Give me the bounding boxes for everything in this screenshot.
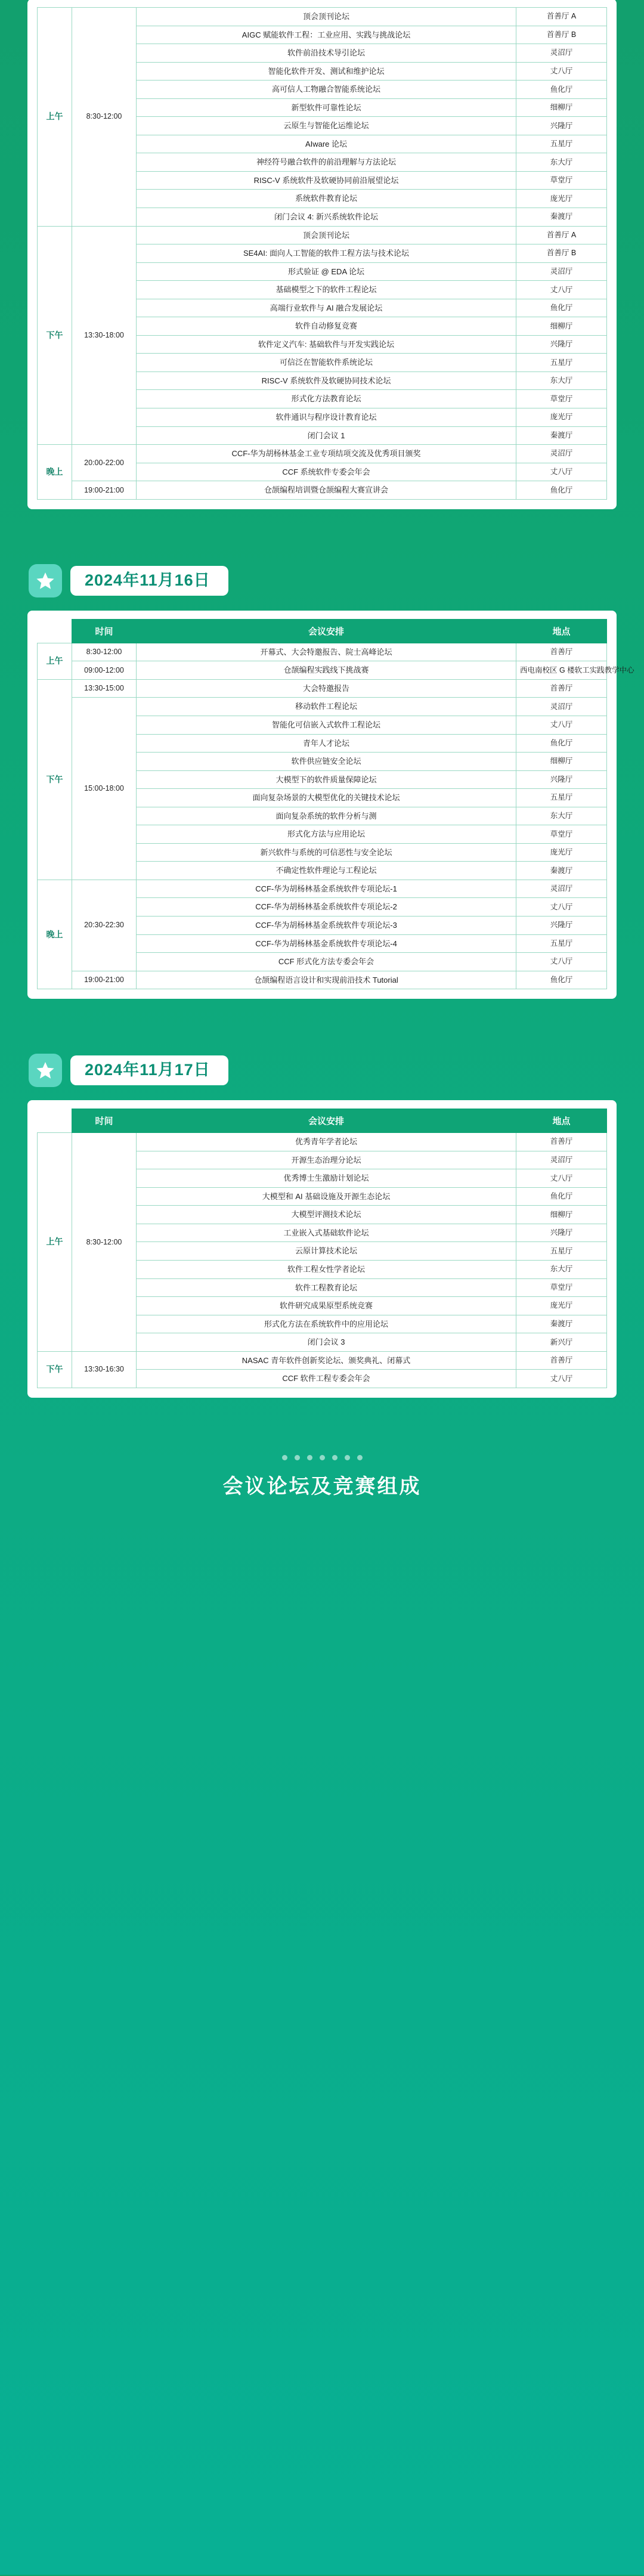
event-cell: CCF-华为胡杨林基金系统软件专项论坛-3	[137, 916, 516, 934]
venue-cell: 鱼化厅	[516, 734, 607, 753]
event-cell: 优秀青年学者论坛	[137, 1133, 516, 1151]
period-cell: 下午	[38, 1351, 72, 1388]
event-cell: 新型软件可靠性论坛	[137, 98, 516, 117]
event-cell: 软件通识与程序设计教育论坛	[137, 408, 516, 427]
venue-cell: 首善厅	[516, 643, 607, 661]
table-row	[38, 643, 607, 661]
venue-cell: 五星厅	[516, 135, 607, 153]
venue-cell: 首善厅 B	[516, 26, 607, 44]
venue-cell: 秦渡厅	[516, 862, 607, 880]
schedule-card-day17	[27, 1100, 617, 1398]
col-header-time: 时间	[72, 619, 137, 643]
event-cell: 面向复杂场景的大模型优化的关键技术论坛	[137, 789, 516, 807]
event-cell: 闭门会议 4: 新兴系统软件论坛	[137, 208, 516, 227]
venue-cell: 东大厅	[516, 1260, 607, 1278]
time-cell: 20:00-22:00	[72, 445, 137, 481]
venue-cell: 草堂厅	[516, 390, 607, 408]
event-cell: 工业嵌入式基础软件论坛	[137, 1224, 516, 1242]
venue-cell: 首善厅	[516, 1351, 607, 1370]
event-cell: 云原计算技术论坛	[137, 1242, 516, 1261]
event-cell: 开幕式、大会特邀报告、院士高峰论坛	[137, 643, 516, 661]
event-cell: 闭门会议 3	[137, 1333, 516, 1352]
event-cell: 软件前沿技术导引论坛	[137, 44, 516, 63]
venue-cell: 秦渡厅	[516, 426, 607, 445]
table-row	[38, 1351, 607, 1370]
table-row	[38, 698, 607, 716]
table-row	[38, 880, 607, 898]
event-cell: CCF-华为胡杨林基金系统软件专项论坛-4	[137, 934, 516, 953]
venue-cell: 鱼化厅	[516, 971, 607, 989]
event-cell: RISC-V 系统软件及软硬协同前沿展望论坛	[137, 171, 516, 190]
event-cell: CCF 形式化方法专委会年会	[137, 953, 516, 971]
table-row	[38, 481, 607, 500]
venue-cell: 兴隆厅	[516, 916, 607, 934]
venue-cell: 灵沼厅	[516, 262, 607, 281]
event-cell: 系统软件教育论坛	[137, 190, 516, 208]
event-cell: 新兴软件与系统的可信恶性与安全论坛	[137, 843, 516, 862]
venue-cell: 丈八厅	[516, 898, 607, 917]
time-cell: 13:30-15:00	[72, 679, 137, 698]
footer-title: 会议论坛及竞赛组成	[222, 1475, 422, 1498]
schedule-card-day15	[27, 0, 617, 509]
day-header-17	[29, 1054, 644, 1087]
event-cell: CCF-华为胡杨林基金系统软件专项论坛-2	[137, 898, 516, 917]
event-cell: 基础模型之下的软件工程论坛	[137, 281, 516, 299]
schedule-table-day15	[37, 7, 607, 500]
event-cell: CCF 软件工程专委会年会	[137, 1370, 516, 1388]
event-cell: SE4AI: 面向人工智能的软件工程方法与技术论坛	[137, 244, 516, 263]
time-cell: 8:30-12:00	[72, 643, 137, 661]
event-cell: 大模型评测技术论坛	[137, 1206, 516, 1224]
event-cell: 神经符号融合软件的前沿理解与方法论坛	[137, 153, 516, 172]
venue-cell: 兴隆厅	[516, 770, 607, 789]
venue-cell: 庞光厅	[516, 843, 607, 862]
venue-cell: 丈八厅	[516, 281, 607, 299]
event-cell: 高可信人工物融合智能系统论坛	[137, 80, 516, 99]
venue-cell: 灵沼厅	[516, 44, 607, 63]
venue-cell: 灵沼厅	[516, 880, 607, 898]
event-cell: 形式验证 @ EDA 论坛	[137, 262, 516, 281]
table-row	[38, 445, 607, 463]
table-row	[38, 8, 607, 26]
event-cell: 形式化方法教育论坛	[137, 390, 516, 408]
time-cell: 19:00-21:00	[72, 481, 137, 500]
period-cell: 晚上	[38, 445, 72, 500]
col-header-event: 会议安排	[137, 1109, 516, 1133]
event-cell: 软件自动修复竞赛	[137, 317, 516, 336]
period-cell: 上午	[38, 8, 72, 227]
table-row	[38, 1133, 607, 1151]
venue-cell: 鱼化厅	[516, 481, 607, 500]
venue-cell: 兴隆厅	[516, 117, 607, 135]
venue-cell: 庞光厅	[516, 190, 607, 208]
event-cell: 高端行业软件与 AI 融合发展论坛	[137, 299, 516, 317]
venue-cell: 细柳厅	[516, 753, 607, 771]
venue-cell: 庞光厅	[516, 1297, 607, 1315]
period-cell: 上午	[38, 1133, 72, 1352]
day-header-16	[29, 564, 644, 597]
event-cell: 大会特邀报告	[137, 679, 516, 698]
event-cell: 可信泛在智能软件系统论坛	[137, 354, 516, 372]
event-cell: AIware 论坛	[137, 135, 516, 153]
venue-cell: 灵沼厅	[516, 445, 607, 463]
table-row	[38, 226, 607, 244]
time-cell: 13:30-18:00	[72, 226, 137, 445]
event-cell: 软件工程女性学者论坛	[137, 1260, 516, 1278]
event-cell: 开源生态治理分论坛	[137, 1151, 516, 1169]
event-cell: 顶会顶刊论坛	[137, 226, 516, 244]
time-cell: 13:30-16:30	[72, 1351, 137, 1388]
event-cell: CCF-华为胡杨林基金系统软件专项论坛-1	[137, 880, 516, 898]
event-cell: 软件供应链安全论坛	[137, 753, 516, 771]
venue-cell: 草堂厅	[516, 171, 607, 190]
time-cell: 8:30-12:00	[72, 1133, 137, 1352]
venue-cell: 庞光厅	[516, 408, 607, 427]
venue-cell: 灵沼厅	[516, 698, 607, 716]
event-cell: 顶会顶刊论坛	[137, 8, 516, 26]
col-header-time: 时间	[72, 1109, 137, 1133]
time-cell: 8:30-12:00	[72, 8, 137, 227]
period-cell: 晚上	[38, 880, 72, 989]
event-cell: 仓颉编程实践线下挑战赛	[137, 661, 516, 680]
day-title: 2024年11月17日	[70, 1055, 228, 1085]
time-cell: 15:00-18:00	[72, 698, 137, 880]
event-cell: AIGC 赋能软件工程：工业应用、实践与挑战论坛	[137, 26, 516, 44]
col-header-venue: 地点	[516, 619, 607, 643]
venue-cell: 首善厅 A	[516, 8, 607, 26]
table-header-row	[38, 1109, 607, 1133]
event-cell: CCF 系统软件专委会年会	[137, 463, 516, 481]
venue-cell: 鱼化厅	[516, 299, 607, 317]
event-cell: NASAC 青年软件创新奖论坛、颁奖典礼、闭幕式	[137, 1351, 516, 1370]
star-icon	[29, 1054, 62, 1087]
footer	[0, 1455, 644, 1527]
venue-cell: 五星厅	[516, 789, 607, 807]
venue-cell: 丈八厅	[516, 1169, 607, 1188]
event-cell: CCF-华为胡杨林基金工业专项结项交流及优秀项目颁奖	[137, 445, 516, 463]
time-cell: 20:30-22:30	[72, 880, 137, 971]
period-cell: 上午	[38, 643, 72, 679]
venue-cell: 丈八厅	[516, 953, 607, 971]
venue-cell: 首善厅	[516, 1133, 607, 1151]
event-cell: 形式化方法在系统软件中的应用论坛	[137, 1315, 516, 1333]
period-cell: 下午	[38, 226, 72, 445]
venue-cell: 首善厅 A	[516, 226, 607, 244]
period-cell: 下午	[38, 679, 72, 880]
venue-cell: 细柳厅	[516, 1206, 607, 1224]
event-cell: 不确定性软件理论与工程论坛	[137, 862, 516, 880]
event-cell: 大模型和 AI 基础设施及开源生态论坛	[137, 1187, 516, 1206]
venue-cell: 新兴厅	[516, 1333, 607, 1352]
col-header-event: 会议安排	[137, 619, 516, 643]
venue-cell: 丈八厅	[516, 716, 607, 734]
schedule-card-day16	[27, 611, 634, 999]
venue-cell: 五星厅	[516, 354, 607, 372]
schedule-table-day17	[37, 1109, 607, 1388]
col-header-blank	[38, 1109, 72, 1133]
venue-cell: 五星厅	[516, 934, 607, 953]
venue-cell: 细柳厅	[516, 98, 607, 117]
event-cell: 优秀博士生激励计划论坛	[137, 1169, 516, 1188]
venue-cell: 东大厅	[516, 153, 607, 172]
venue-cell: 鱼化厅	[516, 1187, 607, 1206]
venue-cell: 东大厅	[516, 371, 607, 390]
venue-cell: 丈八厅	[516, 1370, 607, 1388]
venue-cell: 丈八厅	[516, 463, 607, 481]
time-cell: 09:00-12:00	[72, 661, 137, 680]
event-cell: 闭门会议 1	[137, 426, 516, 445]
event-cell: 智能化软件开发、测试和维护论坛	[137, 62, 516, 80]
table-row	[38, 971, 607, 989]
event-cell: 软件定义汽车: 基础软件与开发实践论坛	[137, 335, 516, 354]
venue-cell: 兴隆厅	[516, 1224, 607, 1242]
time-cell: 19:00-21:00	[72, 971, 137, 989]
venue-cell: 草堂厅	[516, 1278, 607, 1297]
venue-cell: 秦渡厅	[516, 1315, 607, 1333]
event-cell: 仓颉编程语言设计和实现前沿技术 Tutorial	[137, 971, 516, 989]
col-header-venue: 地点	[516, 1109, 607, 1133]
schedule-table-day16	[37, 619, 634, 989]
decorative-dots	[0, 1455, 644, 1460]
event-cell: 仓颉编程培训暨仓颉编程大赛宣讲会	[137, 481, 516, 500]
venue-cell: 兴隆厅	[516, 335, 607, 354]
event-cell: RISC-V 系统软件及软硬协同技术论坛	[137, 371, 516, 390]
venue-cell: 草堂厅	[516, 825, 607, 844]
venue-cell: 细柳厅	[516, 317, 607, 336]
event-cell: 形式化方法与应用论坛	[137, 825, 516, 844]
event-cell: 软件研究成果原型系统竞赛	[137, 1297, 516, 1315]
day-title: 2024年11月16日	[70, 566, 228, 596]
event-cell: 青年人才论坛	[137, 734, 516, 753]
venue-cell: 东大厅	[516, 807, 607, 825]
venue-cell: 首善厅	[516, 679, 607, 698]
col-header-blank	[38, 619, 72, 643]
event-cell: 移动软件工程论坛	[137, 698, 516, 716]
venue-cell: 秦渡厅	[516, 208, 607, 227]
event-cell: 云原生与智能化运维论坛	[137, 117, 516, 135]
venue-cell: 五星厅	[516, 1242, 607, 1261]
table-row	[38, 661, 607, 680]
venue-cell: 首善厅 B	[516, 244, 607, 263]
star-icon	[29, 564, 62, 597]
table-header-row	[38, 619, 607, 643]
venue-cell: 鱼化厅	[516, 80, 607, 99]
event-cell: 大模型下的软件质量保障论坛	[137, 770, 516, 789]
event-cell: 智能化可信嵌入式软件工程论坛	[137, 716, 516, 734]
table-row	[38, 679, 607, 698]
venue-cell: 丈八厅	[516, 62, 607, 80]
event-cell: 面向复杂系统的软件分析与测	[137, 807, 516, 825]
event-cell: 软件工程教育论坛	[137, 1278, 516, 1297]
venue-cell: 灵沼厅	[516, 1151, 607, 1169]
venue-cell: 西电南校区 G 楼软工实践教学中心	[516, 661, 607, 680]
